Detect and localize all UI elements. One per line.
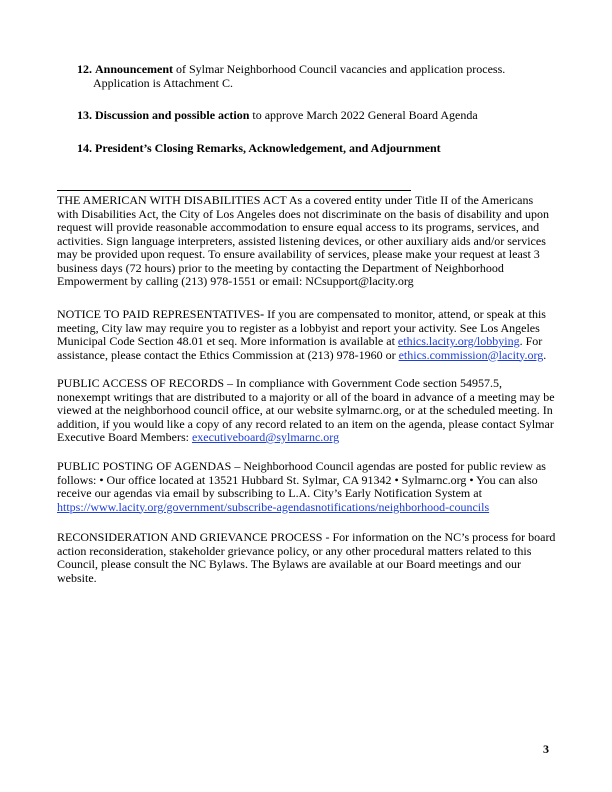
public-posting-notice: [57, 460, 557, 514]
public-records-text: PUBLIC ACCESS OF RECORDS – In compliance with Government Code section 54957.5, nonexempt writings that are distributed to a majority or all of the board in advance of a meeting may be viewed at the neighborhood council office, at our website sylmarnc.org, or at the scheduled meeting. In addition, if you would like a copy of any record related to an item on the agenda, please contact Sylmar Executive Board Members:: [57, 376, 555, 444]
executive-board-email-link[interactable]: executiveboard@sylmarnc.org: [191, 430, 340, 444]
section-divider: [57, 190, 411, 191]
agenda-item-lead: Discussion and possible action: [95, 108, 250, 122]
agenda-item-lead: Announcement: [95, 62, 174, 76]
public-posting-text: PUBLIC POSTING OF AGENDAS – Neighborhood Council agendas are posted for public review as follows: • Our office located at 13521 Hubbard St. Sylmar, CA 91342 • Sylmarnc.org • You can also receive our agendas via email by subscribing to L.A. City’s Early Notification System at: [57, 459, 546, 500]
paid-representatives-text: If you are compensated to monitor, attend, or speak at this meeting, City law may require you to register as a lobbyist and report your activity. See Los Angeles Municipal Code Section 48.01 et seq. More information is available at: [57, 307, 546, 348]
agenda-item-14: [77, 141, 547, 155]
agenda-item-13: [77, 108, 547, 122]
reconsideration-text: RECONSIDERATION AND GRIEVANCE PROCESS - For information on the NC’s process for board action reconsideration, stakeholder grievance policy, or any other procedural matters related to this Council, please consult the NC Bylaws. The Bylaws are available at our Board meetings and our website.: [57, 530, 556, 585]
agenda-item-text: of Sylmar Neighborhood Council vacancies and application process.: [173, 62, 506, 76]
agenda-item-number: 14.: [77, 141, 92, 155]
agenda-item-text: to approve March 2022 General Board Agenda: [249, 108, 478, 122]
ada-notice-text: THE AMERICAN WITH DISABILITIES ACT As a covered entity under Title II of the Americans with Disabilities Act, the City of Los Angeles does not discriminate on the basis of disability and upon request will provide reasonable accommodation to ensure equal access to its programs, services, and activities. Sign language interpreters, assisted listening devices, or other auxiliary aids and/or services may be provided upon request. To ensure availability of services, please make your request at least 3 business days (72 hours) prior to the meeting by contacting the Department of Neighborhood Empowerment by calling (213) 978-1551 or email: NCsupport@lacity.org: [57, 193, 549, 288]
paid-representatives-text-3: .: [543, 347, 547, 362]
agenda-subscription-link[interactable]: https://www.lacity.org/government/subscribe-agendasnotifications/neighborhood-councils: [57, 499, 490, 514]
paid-representatives-heading: NOTICE TO PAID REPRESENTATIVES: [57, 307, 261, 321]
paid-representatives-text-2: . For assistance, please contact the Ethics Commission at (213) 978-1960 or: [57, 334, 543, 362]
ethics-lobbying-link[interactable]: ethics.lacity.org/lobbying: [397, 334, 520, 348]
agenda-item-12: [77, 62, 547, 90]
paid-representatives-dash: -: [260, 307, 265, 321]
agenda-item-lead: President’s Closing Remarks, Acknowledgement, and Adjournment: [95, 141, 441, 155]
agenda-item-number: 12.: [77, 62, 92, 76]
ada-notice: [57, 194, 557, 289]
reconsideration-notice: [57, 531, 557, 585]
ethics-commission-email-link[interactable]: ethics.commission@lacity.org: [398, 347, 544, 362]
paid-representatives-notice: [57, 308, 557, 362]
agenda-item-number: 13.: [77, 108, 92, 122]
public-records-notice: [57, 377, 557, 445]
page-number: 3: [543, 742, 549, 756]
agenda-item-continuation: Application is Attachment C.: [93, 76, 233, 90]
